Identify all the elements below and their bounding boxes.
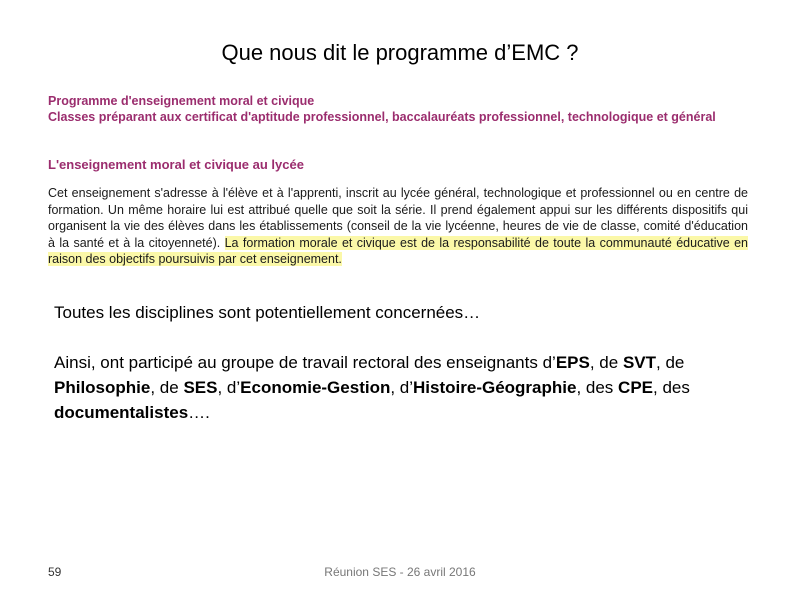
section-heading: L'enseignement moral et civique au lycée <box>48 157 304 172</box>
text-segment: , d’ <box>390 378 414 397</box>
discipline-cpe: CPE <box>618 378 654 397</box>
program-title: Programme d'enseignement moral et civique <box>48 94 315 108</box>
program-heading <box>48 93 748 125</box>
program-excerpt <box>48 93 748 268</box>
text-segment: …. <box>188 403 210 422</box>
text-segment: , des <box>576 378 619 397</box>
disciplines-text <box>54 300 744 425</box>
discipline-philosophie: Philosophie <box>54 378 151 397</box>
discipline-histoire-geographie: Histoire-Géographie <box>413 378 577 397</box>
highlighted-text: La formation morale et civique est de la responsabilité de toute la communauté éducative en raison des objectifs poursuivis par cet enseignement. <box>48 235 749 266</box>
disciplines-intro: Toutes les disciplines sont potentiellement concernées… <box>54 303 481 322</box>
discipline-eps: EPS <box>555 353 590 372</box>
excerpt-body-text: Cet enseignement s'adresse à l'élève et à l'apprenti, inscrit au lycée général, technologique et professionnel ou en centre de formation. Un même horaire lui est attribué quelle que soit la série. Il prend également appui sur les différents dispositifs qui organisent la vie des élèves dans les établissements (conseil de la vie lycéenne, heures de vie de classe, comité d'éducation à la santé et à la citoyenneté). <box>48 186 748 250</box>
text-segment: , de <box>589 353 623 372</box>
excerpt-body <box>48 185 748 268</box>
discipline-svt: SVT <box>622 353 656 372</box>
discipline-economie-gestion: Economie-Gestion <box>240 378 391 397</box>
text-segment: , de <box>150 378 184 397</box>
text-segment: , des <box>653 378 690 397</box>
participants-paragraph <box>54 350 744 425</box>
discipline-documentalistes: documentalistes <box>54 403 189 422</box>
text-segment: , d’ <box>217 378 241 397</box>
slide-title: Que nous dit le programme d’EMC ? <box>221 40 579 65</box>
text-segment: Ainsi, ont participé au groupe de travail rectoral des enseignants d’ <box>54 353 556 372</box>
slide-footer: Réunion SES - 26 avril 2016 <box>324 565 476 579</box>
discipline-ses: SES <box>183 378 218 397</box>
text-segment: , de <box>656 353 685 372</box>
program-classes: Classes préparant aux certificat d'aptitude professionnel, baccalauréats professionnel, technologique et général <box>48 110 716 124</box>
page-number: 59 <box>48 565 62 579</box>
